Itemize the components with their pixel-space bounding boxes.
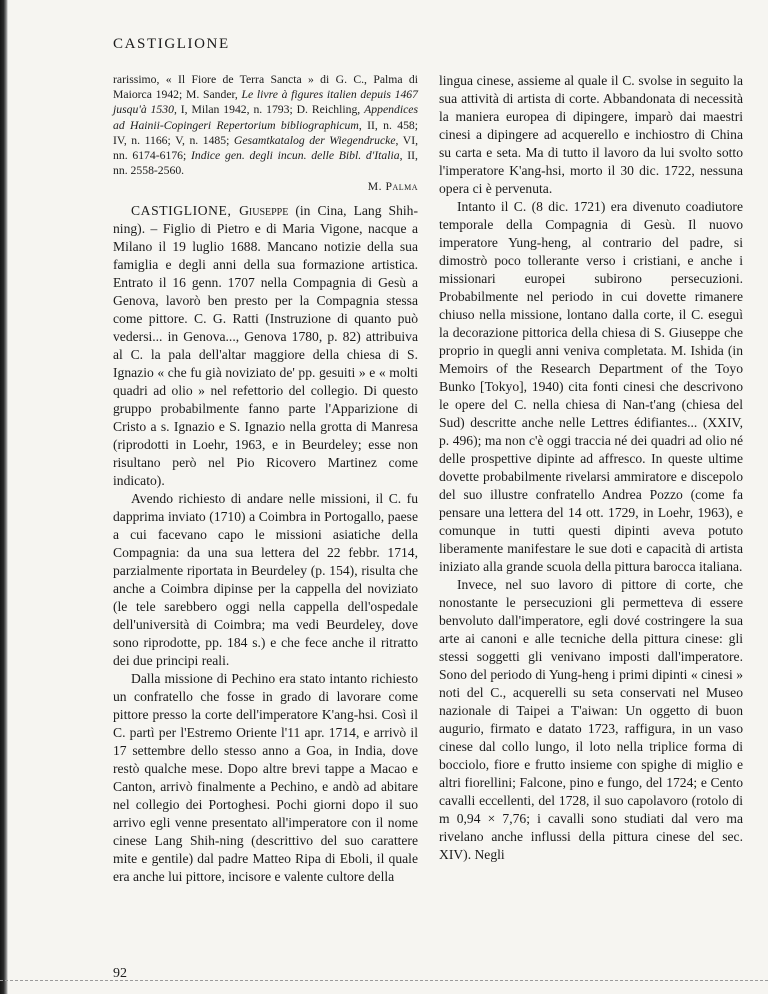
bib-segment: Appendices ad Hainii-Copingeri Repertorium bibliographicum — [113, 103, 418, 132]
bib-segment: Gesamtkatalog der Wiegendrucke — [233, 133, 396, 147]
left-column — [113, 72, 418, 886]
right-column — [439, 72, 743, 864]
entry-paragraph — [113, 202, 418, 490]
bibliography-tail — [113, 72, 418, 178]
body-paragraph: Dalla missione di Pechino era stato intanto richiesto un confratello che fosse in grado di lavorare come pittore presso la corte dell'imperatore K'ang-hsi. Così il C. partì per l'Estremo Oriente l'11 apr. 1714, e arrivò il 17 settembre dello stesso anno a Goa, in India, dove restò qualche mese. Dopo altre brevi tappe a Macao e Canton, arrivò finalmente a Pechino, e andò ad abitare nel collegio dei Portoghesi. Pochi giorni dopo il suo arrivo egli venne presentato all'imperatore con il nome cinese Lang Shih-ning (descrittivo del suo carattere mite e gentile) dal padre Matteo Ripa di Eboli, il quale era anche lui pittore, incisore e valente cultore della — [113, 671, 418, 885]
bib-segment: Le livre à figures italien depuis 1467 jusqu'à 1530 — [113, 88, 418, 117]
bib-segment: , VI, nn. 6174-6176; — [113, 133, 419, 163]
bib-segment: rarissimo, « Il Fiore de Terra Sancta » di G. C., Palma di Maiorca 1942; M. Sander, — [113, 73, 418, 102]
body-paragraph: Intanto il C. (8 dic. 1721) era divenuto coadiutore temporale della Compagnia di Gesù. Il nuovo imperatore Yung-heng, al contrario del padre, si dimostrò poco tollerante verso i cristiani, e anche i missionari europei subirono persecuzioni. Probabilmente nel periodo in cui dovette rimanere chiuso nella missione, lontano dalla corte, il C. eseguì la decorazione pittorica della chiesa di S. Giuseppe che proprio in quegli anni veniva completata. M. Ishida (in Memoirs of the Research Department of the Toyo Bunko [Tokyo], 1940) cita fonti cinesi che descrivono le opere del C. nella chiesa di Nan-t'ang (chiesa del Sud) descritte anche nelle Lettres édifiantes... (XXIV, p. 496); ma non c'è oggi traccia né dei quadri ad olio né delle prospettive dipinte ad affresco. In queste ultime dovette probabilmente rivelarsi ammiratore e discepolo del suo illustre confratello Andrea Pozzo (come fa pensare una lettera del 14 ott. 1729, in Loehr, 1963), e comunque in tutti questi dipinti aveva potuto liberamente manifestare le sue doti e capacità di artista iniziato alla grande scuola della pittura barocca italiana. — [439, 199, 743, 574]
body-paragraph: Invece, nel suo lavoro di pittore di corte, che nonostante le persecuzioni gli permetteva di essere benvoluto dall'imperatore, egli dové costringere la sua arte ai canoni e alle tecniche della pittura cinese: gli stessi soggetti gli venivano imposti dall'imperatore. Sono del periodo di Yung-heng i primi dipinti « cinesi » noti del C., acquerelli su seta conservati nel Museo nazionale di Taipei a T'aiwan: Un oggetto di buon augurio, firmato e datato 1723, raffigura, in un vaso cinese dal collo lungo, il loto nella triplice forma di bocciolo, fiore e frutto insieme con spighe di miglio e altri fiorellini; Falcone, pino e fungo, del 1724; e Cento cavalli eccellenti, del 1728, il suo capolavoro (rotolo di m 0,94 × 7,76; i cavalli sono studiati dal vero ma rivelano anche influssi della pittura cinese del sec. XIV). Negli — [439, 577, 743, 862]
page-cut-line — [0, 980, 768, 981]
page-number: 92 — [113, 966, 127, 981]
bib-segment: Indice gen. degli incun. delle Bibl. d'Italia — [191, 149, 400, 163]
page-binding-shadow — [0, 0, 8, 994]
body-paragraph: Avendo richiesto di andare nelle missioni, il C. fu dapprima inviato (1710) a Coimbra in Portogallo, paese a cui facevano capo le missioni asiatiche della Compagnia: da una sua lettera del 22 febbr. 1714, parzialmente riportata in Beurdeley (p. 154), risulta che anche a Coimbra dipinse per la cappella del noviziato (le tele sarebbero oggi nella cappella dell'ospedale dell'università di Coimbra; ma vedi Beurdeley, dove sono riprodotte, pp. 184 s.) e che fece anche il ritratto dei due principi reali. — [113, 491, 418, 669]
bib-segment: , I, Milan 1942, n. 1793; D. Reichling, — [173, 103, 365, 117]
running-head: CASTIGLIONE — [113, 36, 230, 52]
entry-first-name: Giuseppe — [239, 203, 289, 219]
entry-text: (in Cina, Lang Shih-ning). – Figlio di Pietro e di Maria Vigone, nacque a Milano il 19 luglio 1688. Mancano notizie della sua famiglia e degli anni della sua formazione artistica. Entrato il 16 genn. 1707 nella Compagnia di Gesù a Genova, lavorò ben presto per la Compagnia stessa come pittore. C. G. Ratti (Instruzione di quanto può vedersi... in Genova..., Genova 1780, p. 82) attribuiva al C. la pala dell'altar maggiore della chiesa di S. Ignazio « che fu già noviziato de' pp. gesuiti » e « molti quadri ad olio » nel refettorio del collegio. Di questo gruppo probabilmente fanno parte l'Apparizione di Cristo a s. Ignazio e S. Ignazio nella grotta di Manresa (riprodotti in Loehr, 1963, e in Beurdeley; esse non risultano però nel Pio Ricovero Martinez come indicato). — [113, 203, 418, 489]
author-signature: M. Palma — [367, 180, 418, 194]
bib-segment: , II, n. 458; IV, n. 1166; V, n. 1485; — [113, 118, 419, 147]
bib-segment: , II, nn. 2558-2560. — [113, 149, 418, 178]
body-paragraph: lingua cinese, assieme al quale il C. svolse in seguito la sua attività di artista di corte. Abbandonata di necessità la maniera europea di dipingere, imparò dai maestri cinesi a dipingere ad acquerello e inchiostro di China su carta e seta. Ma di tutto il lavoro da lui svolto sotto l'imperatore K'ang-hsi, morto il 30 dic. 1722, nessuna opera ci è pervenuta. — [439, 73, 743, 196]
entry-headword: CASTIGLIONE, — [131, 203, 240, 219]
